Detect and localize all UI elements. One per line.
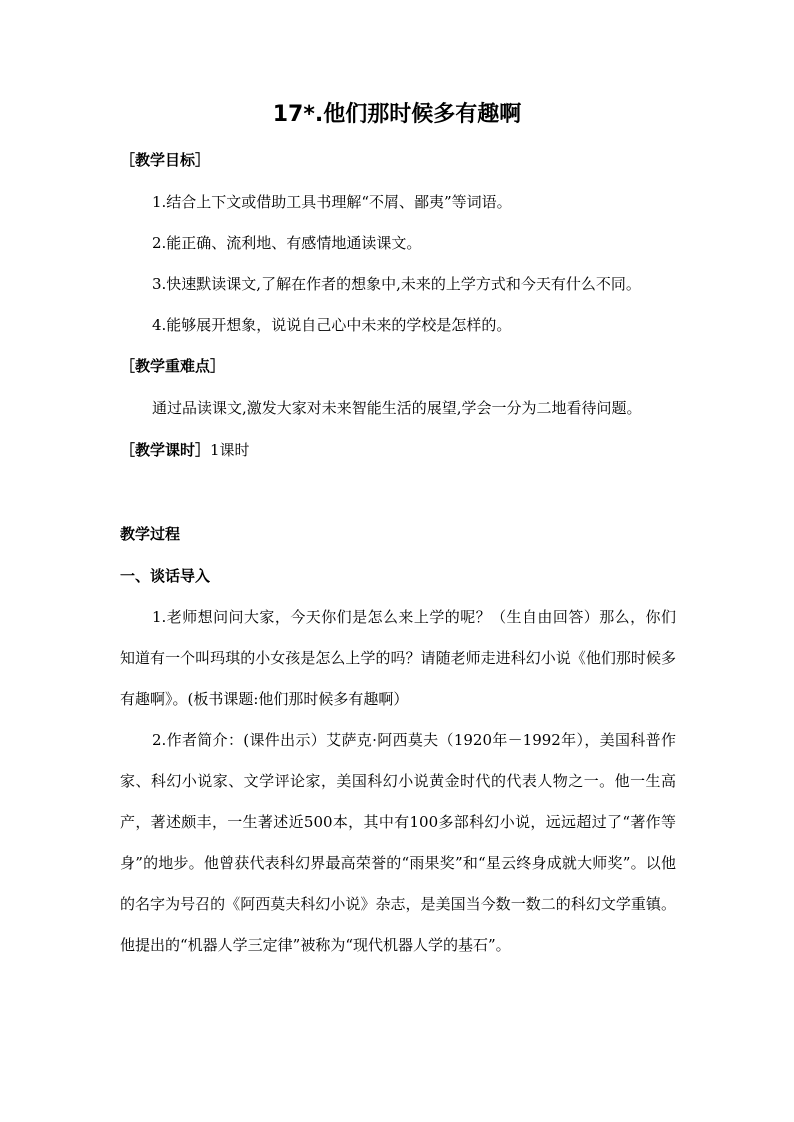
section-1-heading: 一、谈话导入 — [120, 567, 211, 585]
section-1-paragraph-1: 1.老师想问问大家，今天你们是怎么来上学的呢？（生自由回答）那么，你们知道有一个叫玛琪的小女孩是怎么上学的吗？请随老师走进科幻小说《他们那时候多有趣啊》。(板书课题:他们那时候多有趣啊） — [120, 608, 676, 708]
key-points-text: 通过品读课文,激发大家对未来智能生活的展望,学会一分为二地看待问题。 — [152, 399, 642, 417]
objective-item-2: 2.能正确、流利地、有感情地通读课文。 — [152, 234, 422, 252]
section-1-paragraph-2: 2.作者简介：(课件出示）艾萨克·阿西莫夫（1920年－1992年），美国科普作家、科幻小说家、文学评论家，美国科幻小说黄金时代的代表人物之一。他一生高产，著述颇丰，一生著述近500本，其中有100多部科幻小说，远远超过了“著作等身”的地步。他曾获代表科幻界最高荣誉的“雨果奖”和“星云终身成就大师奖”。以他的名字为号召的《阿西莫夫科幻小说》杂志，是美国当今数一数二的科幻文学重镇。他提出的“机器人学三定律”被称为“现代机器人学的基石”。 — [120, 731, 676, 954]
document-title: 17*.他们那时候多有趣啊 — [272, 102, 522, 127]
class-hours-line — [120, 440, 250, 460]
objective-item-1: 1.结合上下文或借助工具书理解“不屑、鄙夷”等词语。 — [152, 193, 512, 211]
class-hours-heading: ［教学课时］ — [120, 441, 211, 459]
key-points-heading: ［教学重难点］ — [120, 357, 226, 375]
objective-item-4: 4.能够展开想象，说说自己心中未来的学校是怎样的。 — [152, 316, 512, 334]
process-heading: 教学过程 — [120, 525, 181, 543]
objective-item-3: 3.快速默读课文,了解在作者的想象中,未来的上学方式和今天有什么不同。 — [152, 275, 641, 293]
class-hours-value: 1课时 — [210, 441, 250, 459]
objectives-heading: ［教学目标］ — [120, 151, 211, 169]
